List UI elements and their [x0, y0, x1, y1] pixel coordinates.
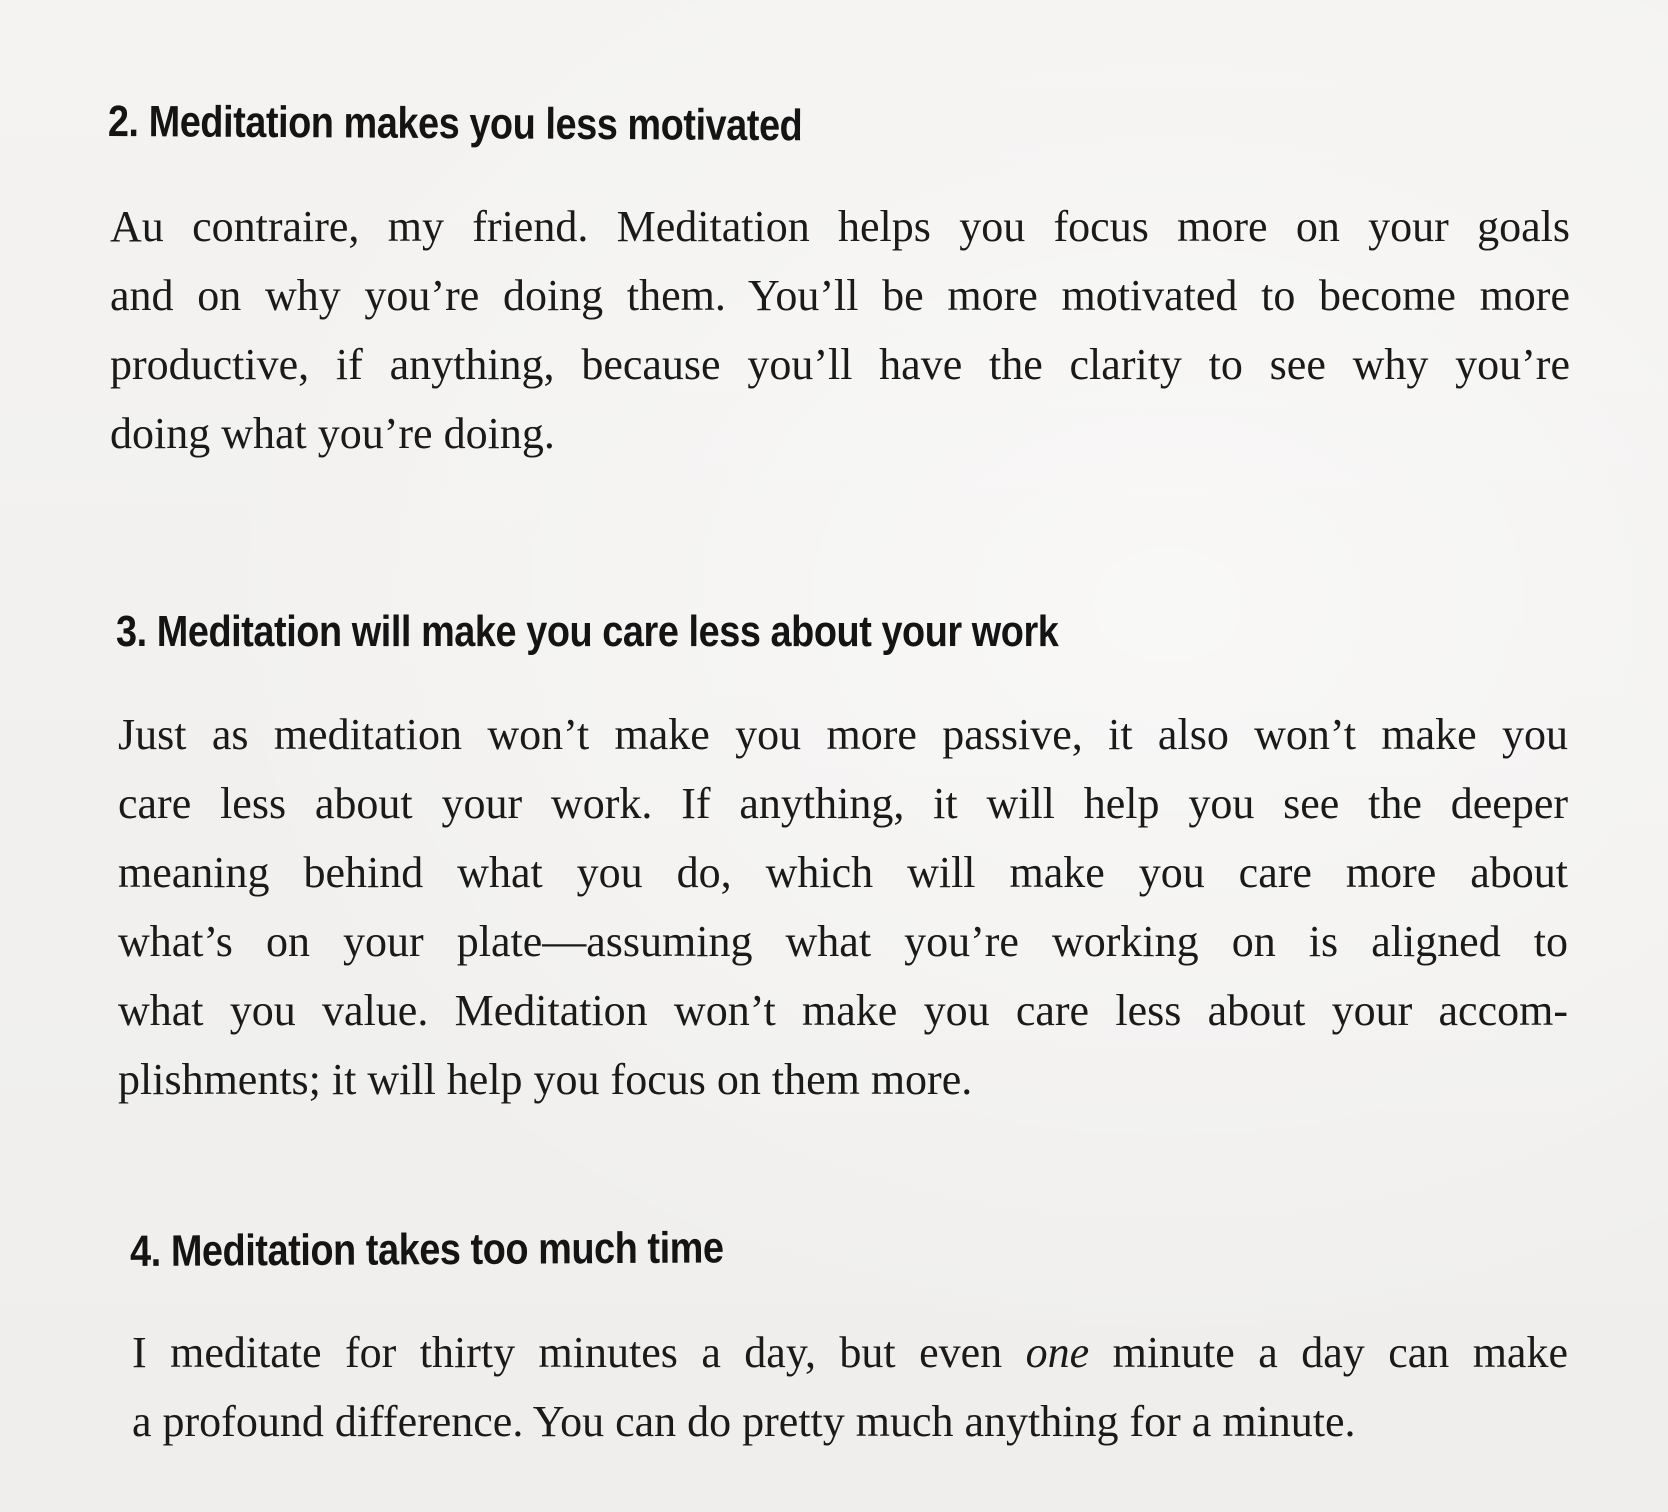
section-2-heading: 2. Meditation makes you less motivated: [107, 96, 803, 151]
section-2-line: and on why you’re doing them. You’ll be more motivated to become more: [110, 271, 1570, 320]
section-3-body: [118, 700, 1568, 1114]
section-4-text: minute a day can make: [1089, 1328, 1568, 1377]
section-4-heading: 4. Meditation takes too much time: [130, 1223, 724, 1276]
section-3-line: what you value. Meditation won’t make you care less about your accom-: [118, 986, 1568, 1035]
section-2-line: Au contraire, my friend. Meditation helps you focus more on your goals: [110, 202, 1570, 251]
section-3-heading: 3. Meditation will make you care less about your work: [116, 607, 1059, 656]
section-3-line: care less about your work. If anything, it will help you see the deeper: [118, 779, 1568, 828]
section-3-line: Just as meditation won’t make you more passive, it also won’t make you: [118, 710, 1568, 759]
section-4-text: I meditate for thirty minutes a day, but even: [132, 1328, 1026, 1377]
section-4-line: a profound difference. You can do pretty much anything for a minute.: [132, 1397, 1356, 1446]
section-4-line: [132, 1318, 1568, 1387]
section-2-line: productive, if anything, because you’ll have the clarity to see why you’re: [110, 340, 1570, 389]
section-2-body: [110, 192, 1570, 468]
section-4-body: [132, 1318, 1568, 1456]
section-3-line: what’s on your plate—assuming what you’re working on is aligned to: [118, 917, 1568, 966]
section-3-line: meaning behind what you do, which will make you care more about: [118, 848, 1568, 897]
section-3-line: plishments; it will help you focus on them more.: [118, 1055, 973, 1104]
emphasis-text: one: [1025, 1328, 1090, 1377]
section-2-line: doing what you’re doing.: [110, 409, 555, 458]
